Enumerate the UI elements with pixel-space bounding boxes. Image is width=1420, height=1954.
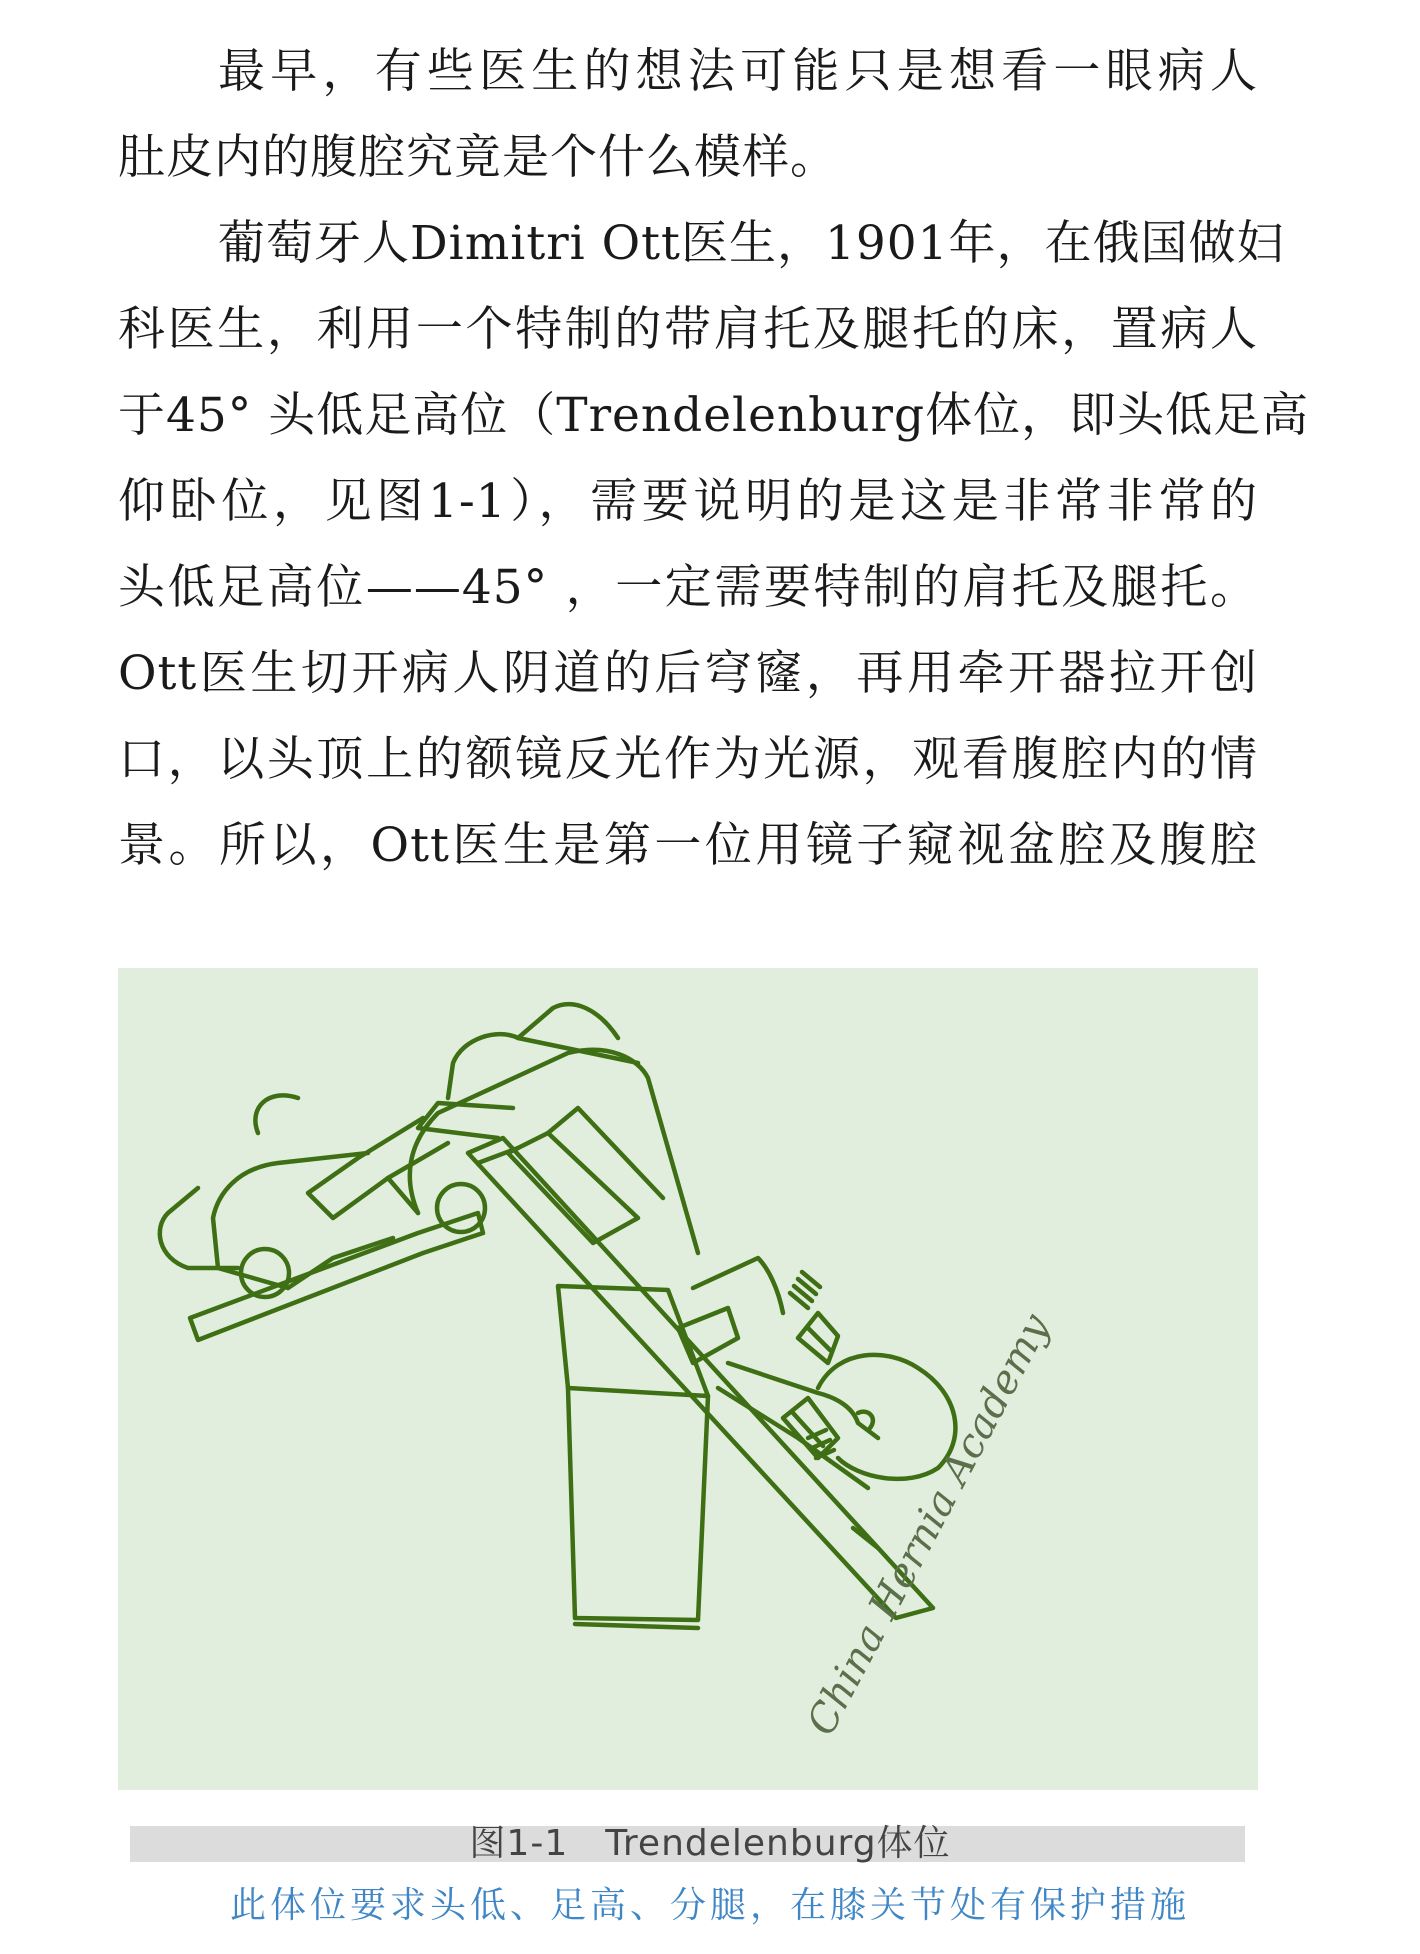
paragraph-2-line-4: 仰卧位，见图1-1），需要说明的是这是非常非常的 bbox=[118, 474, 1258, 529]
trendelenburg-figure bbox=[118, 968, 1258, 1790]
paragraph-2-line-6: Ott医生切开病人阴道的后穹窿，再用牵开器拉开创 bbox=[118, 646, 1258, 701]
watermark-signature: China Hernia Academy bbox=[798, 1306, 1060, 1743]
paragraph-2-line-8: 景。所以，Ott医生是第一位用镜子窥视盆腔及腹腔 bbox=[118, 818, 1258, 873]
paragraph-2-line-5: 头低足高位——45° ，一定需要特制的肩托及腿托。 bbox=[118, 560, 1258, 615]
paragraph-2-line-3: 于45° 头低足高位（Trendelenburg体位，即头低足高 bbox=[118, 388, 1310, 443]
trendelenburg-illustration bbox=[118, 968, 1258, 1790]
paragraph-2-line-7: 口，以头顶上的额镜反光作为光源，观看腹腔内的情 bbox=[118, 732, 1258, 787]
paragraph-2-line-2: 科医生，利用一个特制的带肩托及腿托的床，置病人 bbox=[118, 302, 1258, 357]
figure-note: 此体位要求头低、足高、分腿，在膝关节处有保护措施 bbox=[229, 1885, 1190, 1926]
paragraph-1-line-2: 肚皮内的腹腔究竟是个什么模样。 bbox=[118, 130, 838, 185]
figure-caption: 图1-1 Trendelenburg体位 bbox=[469, 1823, 951, 1864]
paragraph-2-line-1: 葡萄牙人Dimitri Ott医生，1901年，在俄国做妇 bbox=[218, 216, 1285, 271]
paragraph-1-line-1: 最早，有些医生的想法可能只是想看一眼病人 bbox=[218, 44, 1258, 99]
